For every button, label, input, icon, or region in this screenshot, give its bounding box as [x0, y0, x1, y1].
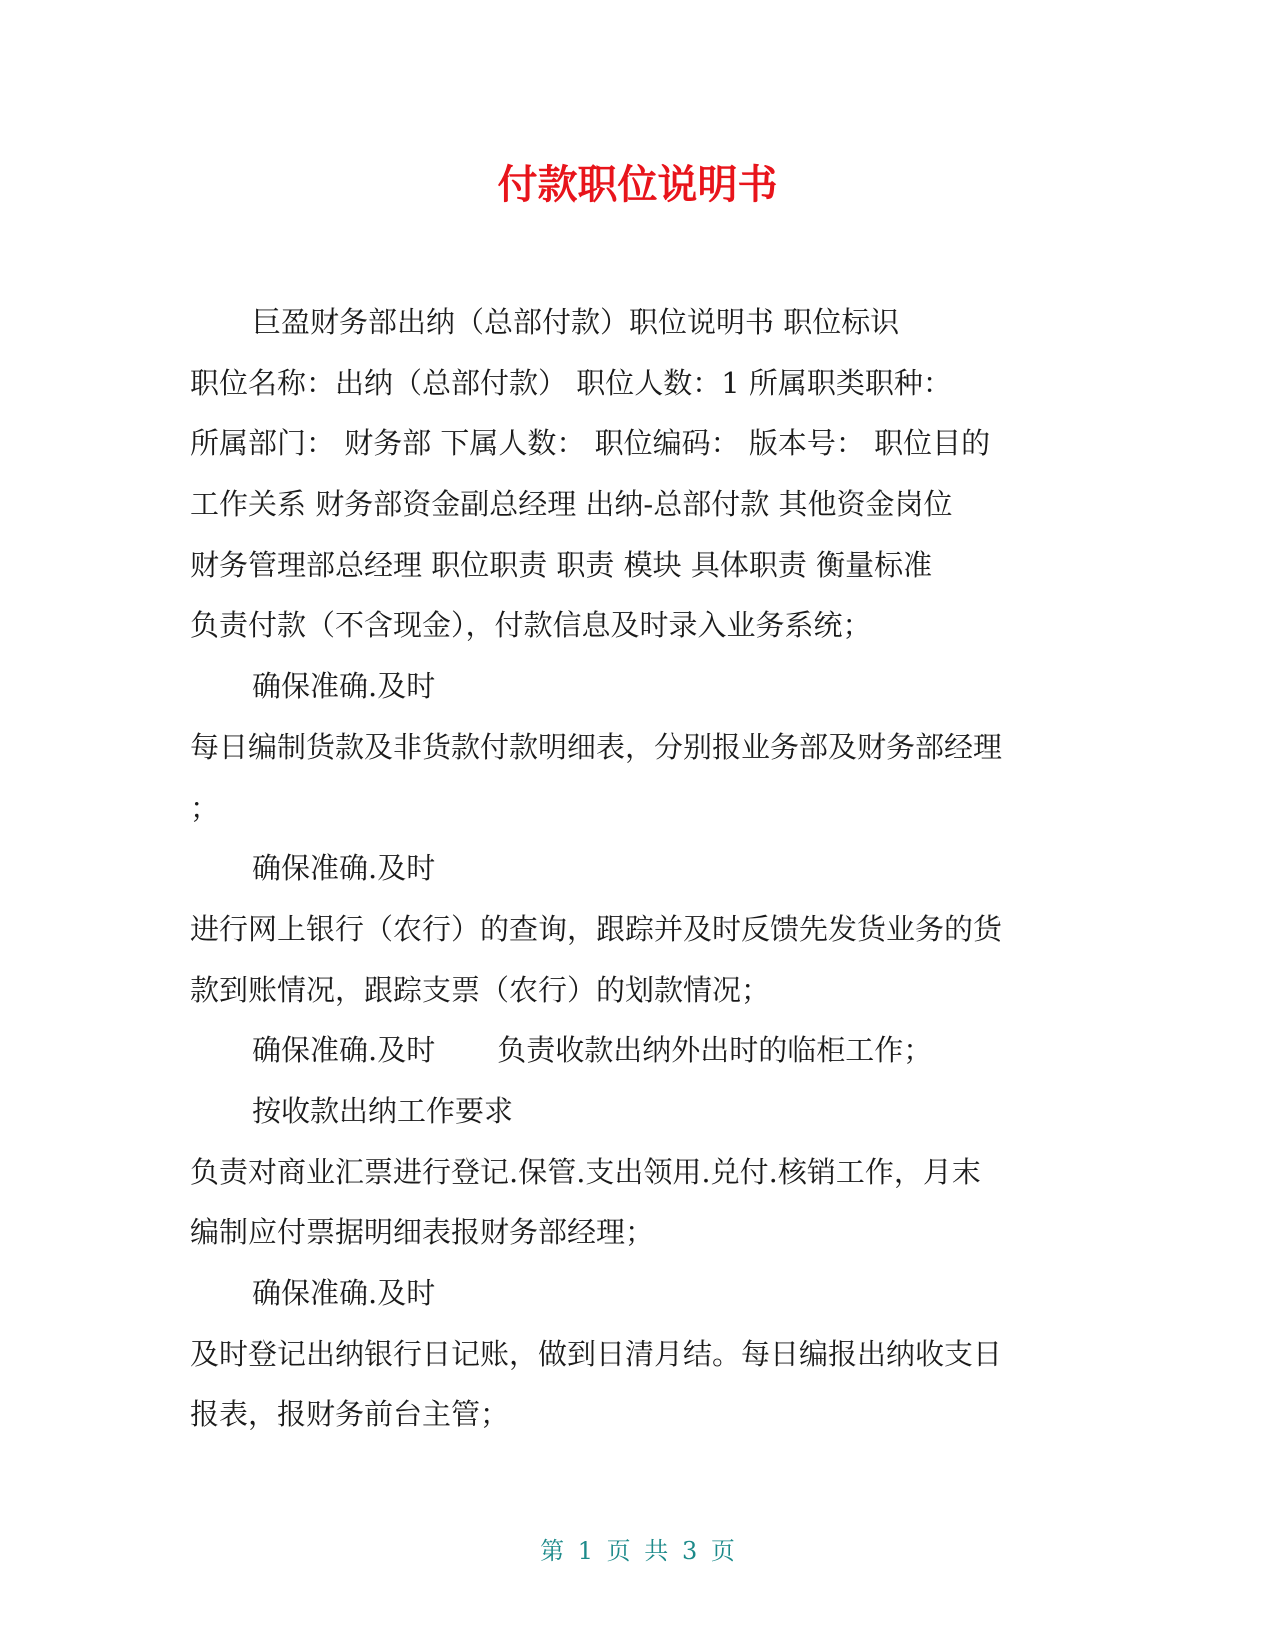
text-segment: 负责收款出纳外出时的临柜工作； — [497, 1033, 933, 1068]
document-body — [190, 292, 1090, 1445]
text-line-pair — [190, 1020, 1090, 1081]
text-line: 按收款出纳工作要求 — [252, 1093, 514, 1128]
text-line: 职位名称：出纳（总部付款） 职位人数：1 所属职类职种： — [190, 365, 952, 400]
text-line: 款到账情况，跟踪支票（农行）的划款情况； — [190, 972, 771, 1007]
page-title: 付款职位说明书 — [497, 162, 778, 208]
text-line: 确保准确.及时 — [252, 851, 436, 886]
text-line: 进行网上银行（农行）的查询，跟踪并及时反馈先发货业务的货 — [190, 911, 1003, 946]
text-line: 每日编制货款及非货款付款明细表，分别报业务部及财务部经理 — [190, 729, 1003, 764]
text-segment: 确保准确.及时 — [252, 1033, 436, 1068]
text-line: 工作关系 财务部资金副总经理 出纳-总部付款 其他资金岗位 — [190, 487, 953, 522]
text-line: 财务管理部总经理 职位职责 职责 模块 具体职责 衡量标准 — [190, 547, 933, 582]
text-line: 负责对商业汇票进行登记.保管.支出领用.兑付.核销工作，月末 — [190, 1154, 981, 1189]
text-line: 负责付款（不含现金），付款信息及时录入业务系统； — [190, 608, 872, 643]
text-line: 编制应付票据明细表报财务部经理； — [190, 1215, 655, 1250]
text-line: 所属部门： 财务部 下属人数： 职位编码： 版本号： 职位目的 — [190, 426, 991, 461]
page-number-footer: 第 1 页 共 3 页 — [540, 1537, 735, 1565]
text-line: ； — [190, 790, 220, 825]
text-line: 确保准确.及时 — [252, 669, 436, 704]
text-line: 巨盈财务部出纳（总部付款）职位说明书 职位标识 — [252, 305, 900, 339]
text-line: 确保准确.及时 — [252, 1276, 436, 1310]
text-line: 及时登记出纳银行日记账，做到日清月结。每日编报出纳收支日 — [190, 1336, 1003, 1371]
text-line: 报表，报财务前台主管； — [190, 1397, 510, 1432]
